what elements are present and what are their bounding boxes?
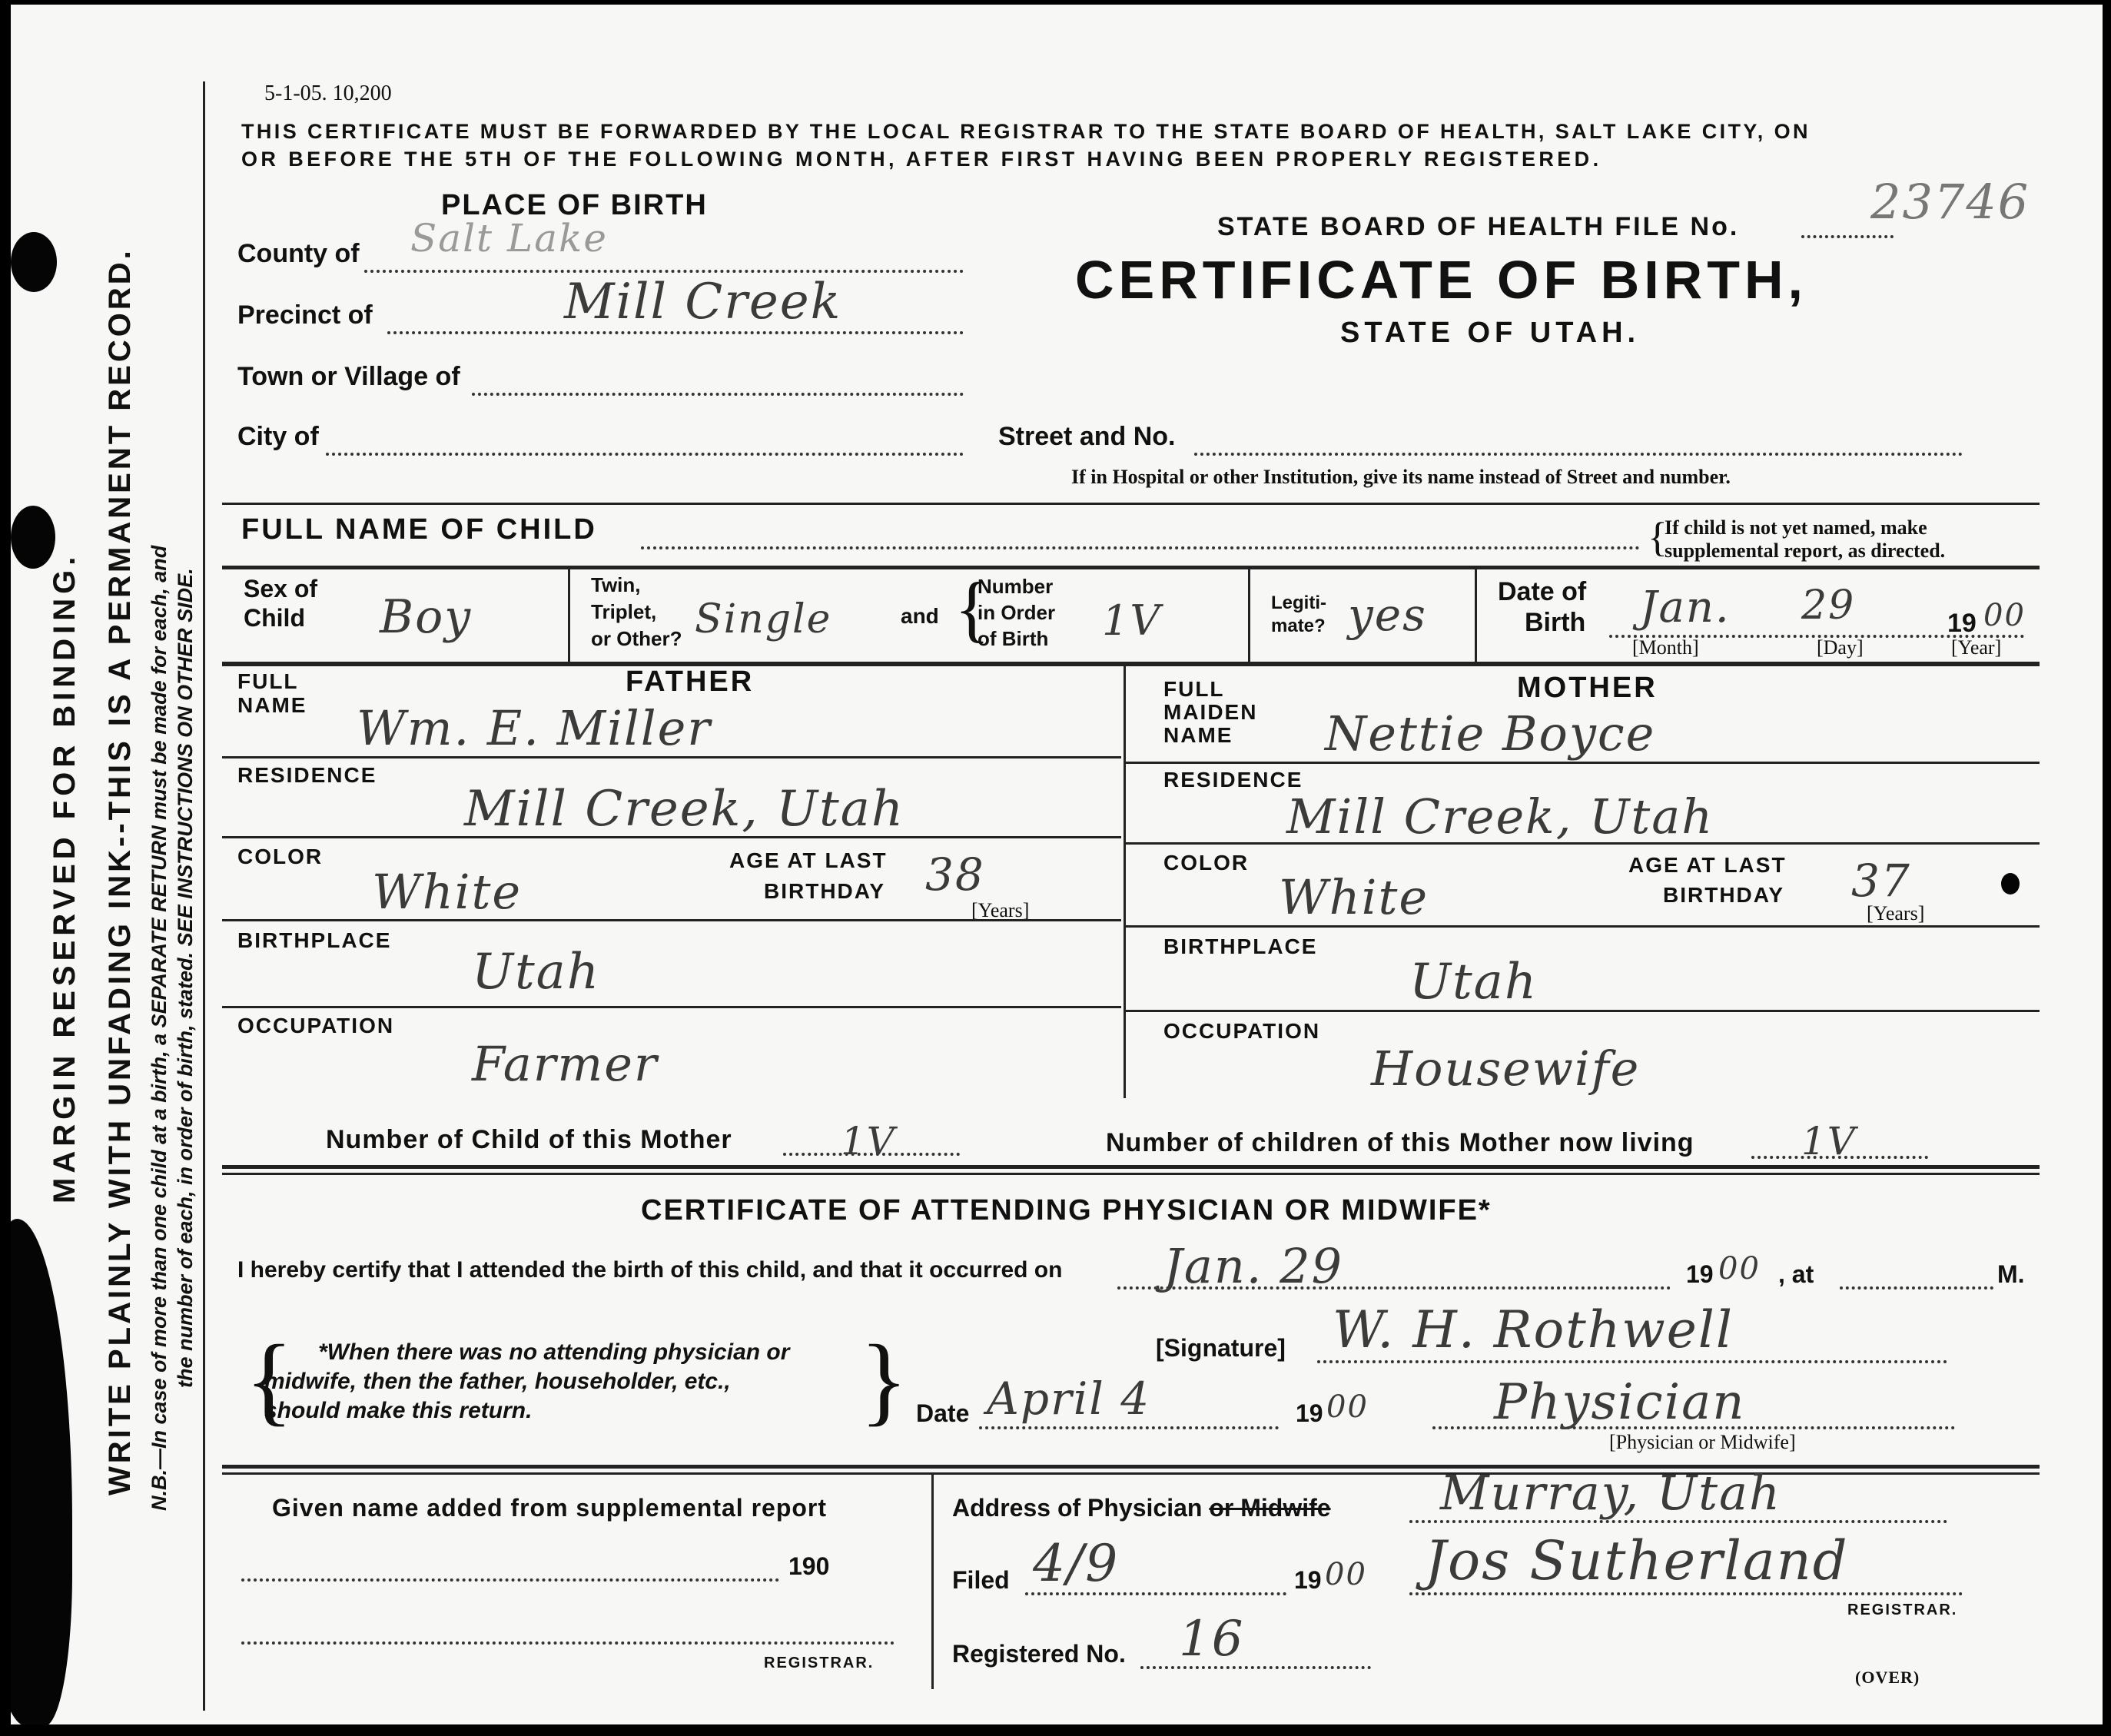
supplemental-divider — [931, 1474, 934, 1689]
date-label: Date — [916, 1399, 970, 1427]
father-color-rule — [222, 919, 1121, 921]
order-label-2: in Order — [977, 601, 1056, 624]
certify-year-printed: 19 — [1686, 1260, 1714, 1288]
certificate-title: CERTIFICATE OF BIRTH, — [1075, 250, 1807, 310]
order-value: 1V — [1102, 596, 1162, 645]
filed-year-printed: 19 — [1294, 1566, 1322, 1594]
signature-value: W. H. Rothwell — [1333, 1300, 1734, 1359]
mother-name-value: Nettie Boyce — [1325, 705, 1656, 762]
rule-below-child-row — [222, 662, 2040, 666]
dob-month-caption: [Month] — [1632, 636, 1699, 659]
note-brace-right: } — [860, 1325, 908, 1436]
father-name-label-2: NAME — [237, 693, 307, 717]
child-number-value: 1V — [841, 1119, 896, 1163]
father-residence-label: RESIDENCE — [237, 763, 377, 787]
twin-value: Single — [695, 596, 832, 642]
mother-years-caption: [Years] — [1867, 902, 1925, 924]
county-label: County of — [237, 239, 360, 268]
signature-label: [Signature] — [1156, 1334, 1286, 1362]
mother-residence-rule — [1125, 842, 2040, 845]
physician-title-caption: [Physician or Midwife] — [1609, 1431, 1796, 1453]
father-age-value: 38 — [925, 848, 985, 901]
address-label: Address of Physician or Midwife — [952, 1494, 1331, 1522]
children-living-label: Number of children of this Mother now living — [1106, 1128, 1694, 1157]
ink-blot — [2001, 873, 2020, 895]
brace-order: { — [954, 567, 991, 649]
file-number-value: 23746 — [1870, 174, 2030, 230]
legit-label-2: mate? — [1271, 616, 1326, 636]
mother-name-label-1: FULL — [1163, 677, 1225, 701]
mother-birthplace-label: BIRTHPLACE — [1163, 934, 1318, 958]
margin-binding-text: MARGIN RESERVED FOR BINDING. — [48, 552, 81, 1203]
child-name-line — [641, 546, 1640, 549]
physician-title-value: Physician — [1494, 1374, 1746, 1431]
filed-year-written: 00 — [1325, 1557, 1367, 1592]
mother-age-label-1: AGE AT LAST — [1628, 853, 1787, 877]
father-residence-rule — [222, 836, 1121, 838]
mother-name-label-3: NAME — [1163, 723, 1233, 747]
sex-value: Boy — [380, 590, 473, 644]
order-label-1: Number — [977, 575, 1054, 598]
mother-residence-label: RESIDENCE — [1163, 768, 1303, 792]
precinct-value: Mill Creek — [564, 274, 842, 330]
child-name-label: FULL NAME OF CHILD — [241, 513, 597, 546]
rule-above-child-row — [222, 566, 2040, 569]
father-occupation-label: OCCUPATION — [237, 1014, 395, 1037]
date-year-printed: 19 — [1296, 1399, 1323, 1427]
divider-sex — [568, 566, 570, 662]
physician-heading: CERTIFICATE OF ATTENDING PHYSICIAN OR MIDWIFE* — [641, 1194, 1492, 1226]
divider-legit — [1475, 566, 1477, 662]
father-occupation-value: Farmer — [472, 1036, 659, 1092]
mother-heading: MOTHER — [1517, 672, 1658, 704]
father-age-label-1: AGE AT LAST — [729, 848, 888, 872]
divider-order — [1248, 566, 1250, 662]
father-residence-value: Mill Creek, Utah — [464, 781, 905, 838]
registered-line — [1140, 1666, 1371, 1669]
certificate-subtitle: STATE OF UTAH. — [1340, 317, 1641, 349]
mother-name-label-2: MAIDEN — [1163, 700, 1258, 724]
dob-day: 29 — [1801, 583, 1856, 629]
sex-label-1: Sex of — [244, 575, 318, 602]
notice-line-2: OR BEFORE THE 5TH OF THE FOLLOWING MONTH, AFTER FIRST HAVING BEEN PROPERLY REGISTERED. — [241, 148, 1602, 171]
father-name-value: Wm. E. Miller — [357, 700, 712, 756]
dob-year-printed: 19 — [1947, 609, 1977, 638]
form-code: 5-1-05. 10,200 — [264, 81, 392, 105]
note-line-3: should make this return. — [264, 1398, 533, 1423]
county-line — [364, 270, 964, 273]
rule-above-physician-2 — [222, 1173, 2040, 1175]
place-of-birth-heading: PLACE OF BIRTH — [441, 189, 708, 221]
certificate-page — [11, 5, 2103, 1724]
dob-label-2: Birth — [1525, 608, 1586, 637]
mother-birthplace-value: Utah — [1409, 954, 1538, 1011]
and-label: and — [901, 604, 939, 628]
rule-above-physician — [222, 1165, 2040, 1169]
filed-label: Filed — [952, 1566, 1010, 1594]
mother-age-label-2: BIRTHDAY — [1663, 883, 1785, 907]
supplemental-registrar-caption: REGISTRAR. — [764, 1655, 875, 1671]
address-value: Murray, Utah — [1440, 1465, 1781, 1521]
supplemental-line — [241, 1578, 779, 1582]
signature-line — [1317, 1360, 1947, 1363]
certify-at-label: , at — [1778, 1260, 1814, 1288]
date-line — [979, 1426, 1279, 1429]
city-line — [326, 453, 964, 456]
dob-year-written: 00 — [1983, 598, 2026, 633]
registrar-line — [1409, 1592, 1963, 1595]
over-label: (OVER) — [1855, 1668, 1920, 1687]
dob-year-caption: [Year] — [1951, 636, 2002, 659]
margin-rule — [203, 81, 205, 1711]
certify-text: I hereby certify that I attended the birth of this child, and that it occurred on — [237, 1257, 1063, 1283]
child-name-note-1: If child is not yet named, make — [1665, 516, 1927, 539]
dob-label-1: Date of — [1498, 577, 1587, 606]
mother-occupation-label: OCCUPATION — [1163, 1019, 1321, 1043]
registrar-value: Jos Sutherland — [1425, 1529, 1849, 1592]
father-age-label-2: BIRTHDAY — [764, 879, 886, 903]
father-name-rule — [222, 756, 1121, 758]
town-label: Town or Village of — [237, 362, 460, 391]
notice-line-1: THIS CERTIFICATE MUST BE FORWARDED BY THE LOCAL REGISTRAR TO THE STATE BOARD OF HEALTH, SALT LAKE CITY, ON — [241, 120, 1811, 143]
county-value: Salt Lake — [410, 216, 608, 261]
dob-day-caption: [Day] — [1817, 636, 1864, 659]
mother-color-label: COLOR — [1163, 851, 1250, 875]
rule-above-name — [222, 503, 2040, 505]
registered-value: 16 — [1179, 1611, 1245, 1668]
legit-label-1: Legiti- — [1271, 592, 1326, 613]
twin-label-1: Twin, — [591, 573, 641, 596]
father-name-label-1: FULL — [237, 669, 299, 693]
margin-note-line2: the number of each, in order of birth, stated. SEE INSTRUCTIONS ON OTHER SIDE. — [174, 568, 197, 1388]
date-year-written: 00 — [1326, 1389, 1369, 1425]
father-birthplace-value: Utah — [472, 944, 601, 1001]
precinct-line — [387, 331, 964, 334]
mother-color-rule — [1125, 925, 2040, 928]
filed-value: 4/9 — [1033, 1534, 1120, 1593]
order-label-3: of Birth — [977, 627, 1049, 650]
precinct-label: Precinct of — [237, 300, 373, 330]
twin-label-2: Triplet, — [591, 600, 657, 623]
children-living-value: 1V — [1801, 1119, 1857, 1163]
margin-note-line1: N.B.—In case of more than one child at a birth, a SEPARATE RETURN must be made for each, and — [148, 545, 171, 1511]
city-label: City of — [237, 422, 319, 451]
father-color-value: White — [372, 864, 523, 920]
certify-time-line — [1840, 1286, 1993, 1290]
file-number-line — [1801, 235, 1894, 238]
supplemental-label: Given name added from supplemental report — [272, 1494, 828, 1522]
parents-divider — [1124, 664, 1126, 1098]
street-line — [1194, 453, 1963, 456]
sex-label-2: Child — [244, 604, 305, 632]
certify-year-written: 00 — [1718, 1251, 1761, 1286]
date-value: April 4 — [987, 1373, 1151, 1425]
mother-residence-value: Mill Creek, Utah — [1286, 788, 1714, 845]
registrar-caption: REGISTRAR. — [1847, 1602, 1958, 1618]
certify-m-label: M. — [1997, 1260, 2025, 1288]
father-color-label: COLOR — [237, 845, 324, 868]
mother-name-rule — [1125, 762, 2040, 764]
note-brace-left: { — [245, 1325, 294, 1436]
child-number-label: Number of Child of this Mother — [326, 1125, 732, 1154]
supplemental-year: 190 — [788, 1552, 830, 1580]
address-label-struck: or Midwife — [1209, 1494, 1331, 1522]
dob-month: Jan. — [1640, 583, 1731, 632]
supplemental-registrar-line — [241, 1641, 895, 1645]
mother-occupation-value: Housewife — [1371, 1041, 1641, 1097]
town-line — [472, 393, 964, 396]
punch-hole-top — [11, 232, 57, 292]
twin-label-3: or Other? — [591, 627, 682, 650]
margin-ink-text: WRITE PLAINLY WITH UNFADING INK--THIS IS A PERMANENT RECORD. — [103, 247, 137, 1495]
street-note: If in Hospital or other Institution, give its name instead of Street and number. — [1071, 466, 1731, 488]
legit-value: yes — [1348, 589, 1427, 641]
registered-label: Registered No. — [952, 1640, 1126, 1668]
mother-birthplace-rule — [1125, 1010, 2040, 1012]
mother-color-value: White — [1279, 869, 1429, 925]
father-birthplace-label: BIRTHPLACE — [237, 928, 392, 952]
father-years-caption: [Years] — [971, 899, 1030, 921]
father-heading: FATHER — [626, 666, 755, 698]
child-name-note-2: supplemental report, as directed. — [1665, 539, 1946, 562]
note-line-2: midwife, then the father, householder, etc., — [264, 1369, 731, 1394]
mother-age-value: 37 — [1851, 855, 1911, 907]
brace-name-note: { — [1648, 514, 1668, 560]
certify-date-value: Jan. 29 — [1163, 1238, 1344, 1294]
note-line-1: *When there was no attending physician or — [318, 1339, 790, 1365]
file-number-label: STATE BOARD OF HEALTH FILE No. — [1217, 212, 1740, 241]
father-birthplace-rule — [222, 1006, 1121, 1008]
street-label: Street and No. — [998, 422, 1176, 451]
torn-edge-stain — [11, 1219, 72, 1724]
